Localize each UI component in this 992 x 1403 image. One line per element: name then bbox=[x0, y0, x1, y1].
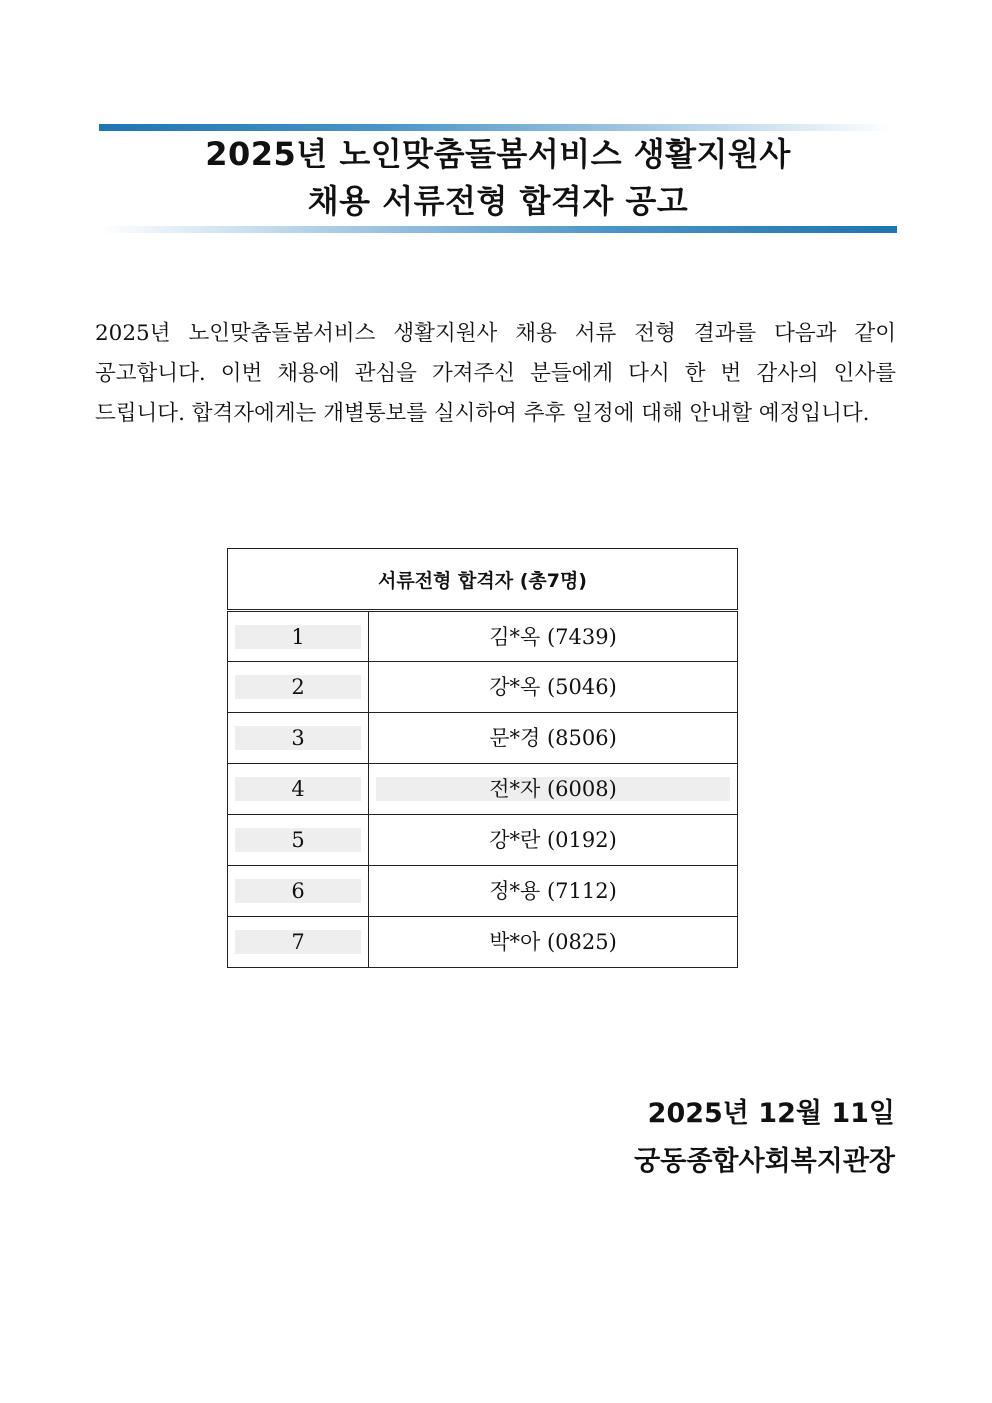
table-row bbox=[228, 866, 738, 917]
row-number: 2 bbox=[235, 675, 361, 699]
table-header-row bbox=[228, 549, 738, 611]
row-number-cell bbox=[228, 713, 369, 764]
row-name: 강*란 (0192) bbox=[489, 828, 617, 852]
row-name: 정*용 (7112) bbox=[489, 879, 617, 903]
row-name-cell bbox=[369, 866, 738, 917]
row-name-cell bbox=[369, 713, 738, 764]
row-number: 3 bbox=[235, 726, 361, 750]
organization-signature: 궁동종합사회복지관장 bbox=[634, 1146, 895, 1177]
row-name: 문*경 (8506) bbox=[489, 726, 617, 750]
announcement-body: 2025년 노인맞춤돌봄서비스 생활지원사 채용 서류 전형 결과를 다음과 같이 공고합니다. 이번 채용에 관심을 가져주신 분들에게 다시 한 번 감사의 인사를 드립니다. 합격자에게는 개별통보를 실시하여 추후 일정에 대해 안내할 예정입니다. bbox=[95, 321, 896, 426]
table-row bbox=[228, 815, 738, 866]
table-row bbox=[228, 611, 738, 662]
row-number: 6 bbox=[235, 879, 361, 903]
row-number-cell bbox=[228, 815, 369, 866]
row-name: 김*옥 (7439) bbox=[489, 624, 617, 649]
row-name: 강*옥 (5046) bbox=[489, 675, 617, 699]
row-number: 5 bbox=[235, 828, 361, 852]
row-name-cell bbox=[369, 662, 738, 713]
row-name-cell bbox=[369, 815, 738, 866]
table-row bbox=[228, 764, 738, 815]
table-row bbox=[228, 917, 738, 968]
results-table bbox=[227, 548, 738, 968]
row-number-cell bbox=[228, 917, 369, 968]
page-title-line1: 2025년 노인맞춤돌봄서비스 생활지원사 bbox=[205, 135, 791, 173]
table-row bbox=[228, 662, 738, 713]
row-number-cell bbox=[228, 662, 369, 713]
row-number-cell bbox=[228, 866, 369, 917]
title-bar-bottom bbox=[99, 226, 897, 233]
row-name: 박*아 (0825) bbox=[489, 930, 617, 954]
title-bar-top bbox=[99, 124, 895, 131]
row-number: 4 bbox=[235, 777, 361, 801]
row-name-cell bbox=[369, 764, 738, 815]
row-number-cell bbox=[228, 764, 369, 815]
row-name-cell bbox=[369, 611, 738, 662]
row-number: 1 bbox=[235, 625, 361, 649]
table-header: 서류전형 합격자 (총7명) bbox=[228, 549, 738, 611]
announcement-date: 2025년 12월 11일 bbox=[647, 1098, 895, 1129]
page-title-line2: 채용 서류전형 합격자 공고 bbox=[307, 182, 689, 220]
row-name-cell bbox=[369, 917, 738, 968]
page-title bbox=[99, 131, 897, 225]
table-row bbox=[228, 713, 738, 764]
row-name: 전*자 (6008) bbox=[376, 777, 730, 801]
row-number-cell bbox=[228, 611, 369, 662]
row-number: 7 bbox=[235, 930, 361, 954]
